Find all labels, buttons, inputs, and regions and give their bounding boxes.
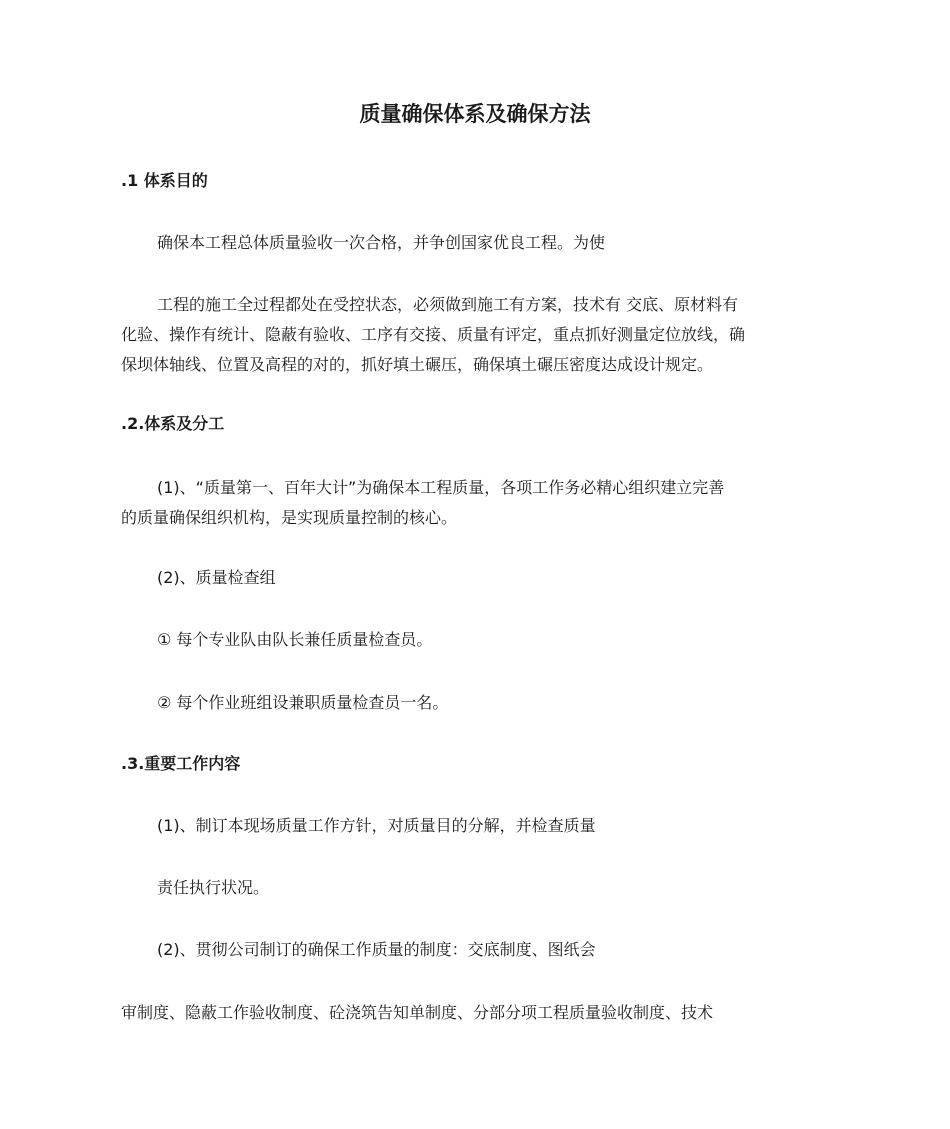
paragraph-3-2	[121, 873, 831, 903]
paragraph-3-1	[121, 811, 831, 841]
paragraph-line: ② 每个作业班组设兼职质量检查员一名。	[157, 693, 449, 712]
paragraph-line: 责任执行状况。	[157, 878, 270, 897]
paragraph-2-3	[121, 625, 831, 655]
section-heading-1: .1 体系目的	[121, 171, 208, 190]
paragraph-1-2	[121, 290, 831, 380]
paragraph-3-3	[121, 935, 831, 965]
paragraph-line: 确保本工程总体质量验收一次合格，并争创国家优良工程。为使	[157, 233, 606, 252]
paragraph-line: 保坝体轴线、位置及高程的对的，抓好填土碾压，确保填土碾压密度达成设计规定。	[121, 355, 714, 374]
paragraph-line: 的质量确保组织机构，是实现质量控制的核心。	[121, 508, 458, 527]
paragraph-line: (2)、质量检查组	[157, 568, 276, 587]
paragraph-line: ① 每个专业队由队长兼任质量检查员。	[157, 630, 433, 649]
paragraph-line: 工程的施工全过程都处在受控状态，必须做到施工有方案，技术有 交底、原材料有	[157, 295, 739, 314]
paragraph-3-4	[121, 998, 831, 1028]
section-heading-2: .2.体系及分工	[121, 414, 225, 433]
paragraph-line: (1)、制订本现场质量工作方针，对质量目的分解，并检查质量	[157, 816, 596, 835]
paragraph-line: 审制度、隐蔽工作验收制度、砼浇筑告知单制度、分部分项工程质量验收制度、技术	[121, 1003, 714, 1022]
paragraph-line: (2)、贯彻公司制订的确保工作质量的制度：交底制度、图纸会	[157, 940, 596, 959]
paragraph-line: 化验、操作有统计、隐蔽有验收、工序有交接、质量有评定，重点抓好测量定位放线，确	[121, 325, 746, 344]
section-heading-3: .3.重要工作内容	[121, 754, 241, 773]
paragraph-1-1	[121, 228, 831, 258]
paragraph-2-4	[121, 688, 831, 718]
paragraph-line: (1)、“质量第一、百年大计”为确保本工程质量，各项工作务必精心组织建立完善	[157, 478, 725, 497]
document-title: 质量确保体系及确保方法	[359, 102, 591, 126]
paragraph-2-1	[121, 473, 831, 533]
paragraph-2-2	[121, 563, 831, 593]
